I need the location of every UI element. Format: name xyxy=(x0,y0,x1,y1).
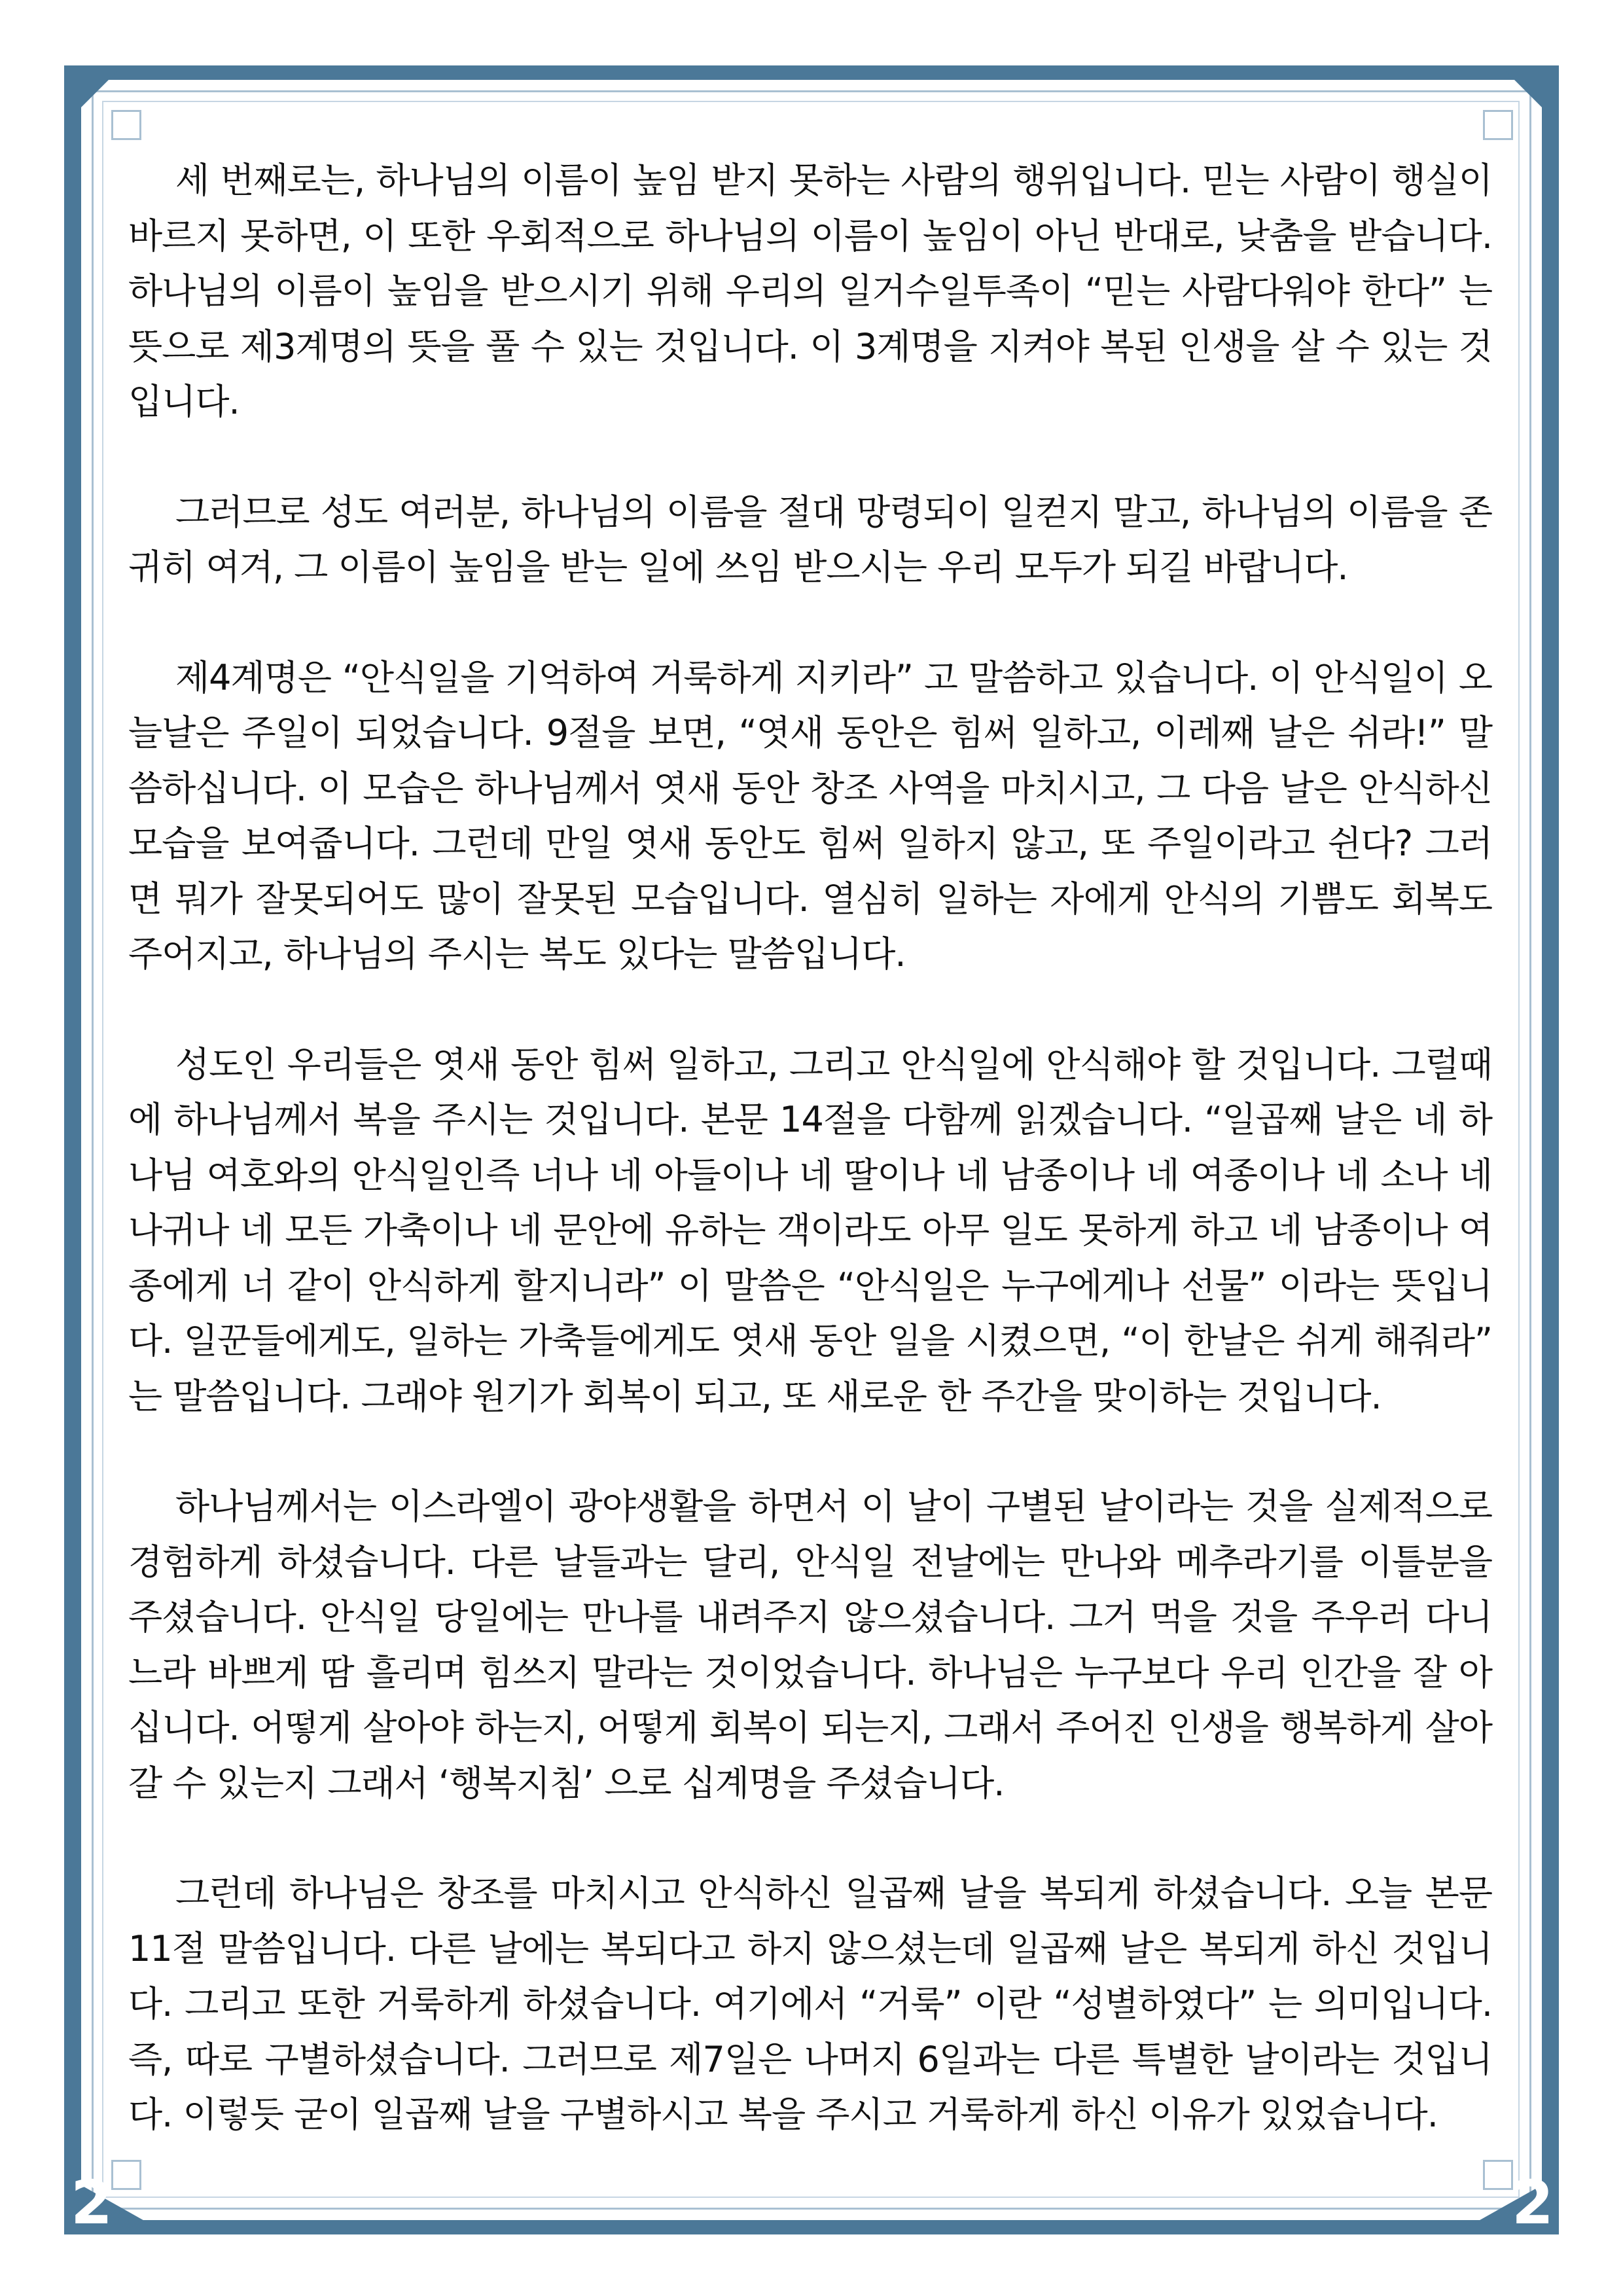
paragraph-1: 세 번째로는, 하나님의 이름이 높임 받지 못하는 사람의 행위입니다. 믿는 사람이 행실이 바르지 못하면, 이 또한 우회적으로 하나님의 이름이 높임이 아닌 반대로, 낮춤을 받습니다. 하나님의 이름이 높임을 받으시기 위해 우리의 일거수일투족이 “믿는 사람다워야 한다” 는 뜻으로 제3계명의 뜻을 풀 수 있는 것입니다. 이 3계명을 지켜야 복된 인생을 살 수 있는 것입니다. xyxy=(128,160,1492,422)
corner-square-bottom-right xyxy=(1483,2160,1513,2190)
paragraph-6: 그런데 하나님은 창조를 마치시고 안식하신 일곱째 날을 복되게 하셨습니다. 오늘 본문 11절 말씀입니다. 다른 날에는 복되다고 하지 않으셨는데 일곱째 날은 복되게 하신 것입니다. 그리고 또한 거룩하게 하셨습니다. 여기에서 “거룩” 이란 “성별하였다” 는 의미입니다. 즉, 따로 구별하셨습니다. 그러므로 제7일은 나머지 6일과는 다른 특별한 날이라는 것입니다. 이렇듯 굳이 일곱째 날을 구별하시고 복을 주시고 거룩하게 하신 이유가 있었습니다. xyxy=(128,1873,1492,2135)
paragraph-5: 하나님께서는 이스라엘이 광야생활을 하면서 이 날이 구별된 날이라는 것을 실제적으로 경험하게 하셨습니다. 다른 날들과는 달리, 안식일 전날에는 만나와 메추라기를 이틀분을 주셨습니다. 안식일 당일에는 만나를 내려주지 않으셨습니다. 그거 먹을 것을 주우러 다니느라 바쁘게 땀 흘리며 힘쓰지 말라는 것이었습니다. 하나님은 누구보다 우리 인간을 잘 아십니다. 어떻게 살아야 하는지, 어떻게 회복이 되는지, 그래서 주어진 인생을 행복하게 살아갈 수 있는지 그래서 ‘행복지침’ 으로 십계명을 주셨습니다. xyxy=(128,1486,1492,1804)
paragraph-4: 성도인 우리들은 엿새 동안 힘써 일하고, 그리고 안식일에 안식해야 할 것입니다. 그럴때에 하나님께서 복을 주시는 것입니다. 본문 14절을 다함께 읽겠습니다. “일곱째 날은 네 하나님 여호와의 안식일인즉 너나 네 아들이나 네 딸이나 네 남종이나 네 여종이나 네 소나 네 나귀나 네 모든 가축이나 네 문안에 유하는 객이라도 아무 일도 못하게 하고 네 남종이나 여종에게 너 같이 안식하게 할지니라” 이 말씀은 “안식일은 누구에게나 선물” 이라는 뜻입니다. 일꾼들에게도, 일하는 가축들에게도 엿새 동안 일을 시켰으면, “이 한날은 쉬게 해줘라” 는 말씀입니다. 그래야 원기가 회복이 되고, 또 새로운 한 주간을 맞이하는 것입니다. xyxy=(128,1043,1492,1417)
page-number-left: 2 xyxy=(71,2168,113,2238)
document-body xyxy=(128,153,1492,2143)
corner-square-top-left xyxy=(111,110,141,140)
page-number-right: 2 xyxy=(1512,2168,1554,2238)
corner-square-bottom-left xyxy=(111,2160,141,2190)
paragraph-2: 그러므로 성도 여러분, 하나님의 이름을 절대 망령되이 일컫지 말고, 하나님의 이름을 존귀히 여겨, 그 이름이 높임을 받는 일에 쓰임 받으시는 우리 모두가 되길 바랍니다. xyxy=(128,491,1492,588)
paragraph-3: 제4계명은 “안식일을 기억하여 거룩하게 지키라” 고 말씀하고 있습니다. 이 안식일이 오늘날은 주일이 되었습니다. 9절을 보면, “엿새 동안은 힘써 일하고, 이레째 날은 쉬라!” 말씀하십니다. 이 모습은 하나님께서 엿새 동안 창조 사역을 마치시고, 그 다음 날은 안식하신 모습을 보여줍니다. 그런데 만일 엿새 동안도 힘써 일하지 않고, 또 주일이라고 쉰다? 그러면 뭐가 잘못되어도 많이 잘못된 모습입니다. 열심히 일하는 자에게 안식의 기쁨도 회복도 주어지고, 하나님의 주시는 복도 있다는 말씀입니다. xyxy=(128,656,1492,975)
corner-square-top-right xyxy=(1483,110,1513,140)
